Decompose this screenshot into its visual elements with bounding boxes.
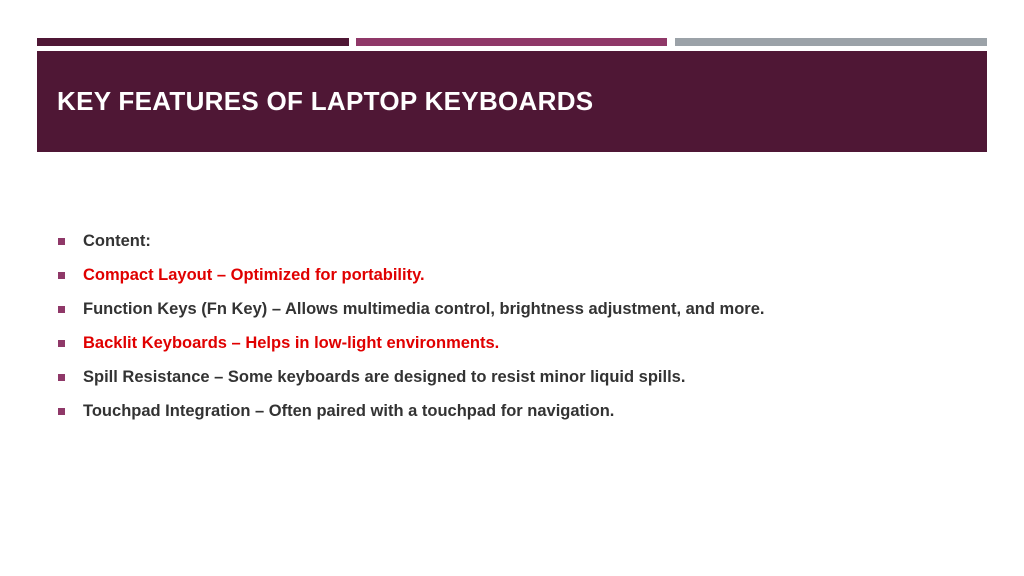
- bullet-square-icon: [58, 374, 65, 381]
- bullet-square-icon: [58, 306, 65, 313]
- bullet-text: Backlit Keyboards – Helps in low-light environments.: [83, 333, 500, 352]
- bullet-text: Function Keys (Fn Key) – Allows multimedia control, brightness adjustment, and more.: [83, 299, 765, 318]
- accent-bar-magenta: [356, 38, 667, 46]
- bullet-square-icon: [58, 272, 65, 279]
- bullet-square-icon: [58, 340, 65, 347]
- bullet-item: [58, 326, 978, 360]
- bullet-square-icon: [58, 238, 65, 245]
- bullet-item: [58, 224, 978, 258]
- bullet-text: Touchpad Integration – Often paired with a touchpad for navigation.: [83, 401, 615, 420]
- accent-bar-dark: [37, 38, 349, 46]
- bullet-item: [58, 360, 978, 394]
- bullet-square-icon: [58, 408, 65, 415]
- bullet-item: [58, 292, 978, 326]
- bullet-item: [58, 394, 978, 428]
- bullet-item: [58, 258, 978, 292]
- accent-bar-gray: [675, 38, 987, 46]
- slide-title: KEY FEATURES OF LAPTOP KEYBOARDS: [57, 86, 594, 116]
- bullet-text: Content:: [83, 231, 151, 250]
- bullet-list: [58, 224, 978, 428]
- title-band: [37, 51, 987, 152]
- bullet-text: Spill Resistance – Some keyboards are designed to resist minor liquid spills.: [83, 367, 686, 386]
- bullet-text: Compact Layout – Optimized for portability.: [83, 265, 425, 284]
